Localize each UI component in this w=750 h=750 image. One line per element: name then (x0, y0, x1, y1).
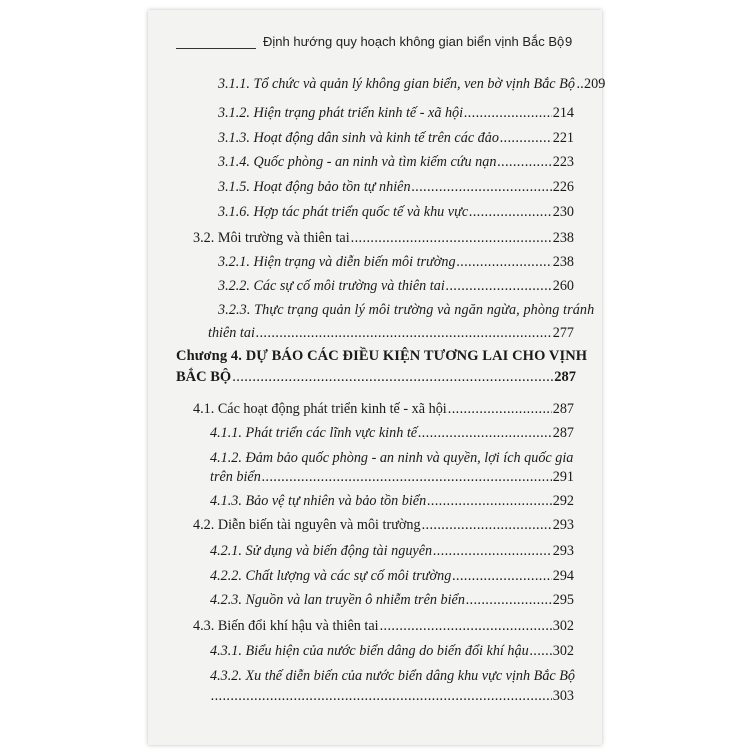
toc-page: 287 (552, 425, 574, 441)
toc-page: 238 (552, 230, 574, 246)
toc-page: 287 (554, 369, 576, 385)
toc-entry-4-1 (193, 401, 574, 418)
toc-label: 3.2. Môi trường và thiên tai (193, 230, 350, 246)
toc-label: 4.2.3. Nguồn và lan truyền ô nhiễm trên biển (210, 592, 465, 608)
toc-entry-4-2-2 (210, 568, 574, 585)
toc-page: 230 (552, 204, 574, 220)
toc-page: 291 (552, 469, 574, 485)
toc-page: 277 (552, 325, 574, 341)
toc-page: 209 (584, 76, 606, 92)
toc-page: 238 (552, 254, 574, 270)
header-rule (176, 48, 256, 49)
toc-entry-3-2-2 (218, 278, 574, 295)
toc-entry-4-3 (193, 618, 574, 635)
toc-label: 3.2.1. Hiện trạng và diễn biến môi trường (218, 254, 456, 270)
toc-entry-3-1-4 (218, 154, 574, 171)
toc-entry-3-1-2 (218, 105, 574, 122)
toc-label-continued: BẮC BỘ (176, 369, 232, 385)
toc-page: 287 (552, 401, 574, 417)
toc-entry-3-2-1 (218, 254, 574, 271)
toc-entry-4-3-2 (210, 668, 574, 705)
toc-entry-4-2-1 (210, 543, 574, 560)
toc-entry-4-2 (193, 517, 574, 534)
toc-page: 302 (552, 618, 574, 634)
toc-label: 3.1.6. Hợp tác phát triển quốc tế và khu vực (218, 204, 469, 220)
toc-label: 4.2.1. Sử dụng và biến động tài nguyên (210, 543, 433, 559)
toc-entry-3-1-1: 3.1.1. Tổ chức và quản lý không gian biển, ven bờ vịnh Bắc Bộ .. 209 (218, 76, 606, 92)
toc-entry-3-1-3 (218, 130, 574, 147)
toc-entry-3-1-6 (218, 204, 574, 221)
toc-page: 223 (552, 154, 574, 170)
toc-label: 3.1.5. Hoạt động bảo tồn tự nhiên (218, 179, 411, 195)
toc-label: 4.3.1. Biểu hiện của nước biển dâng do biến đổi khí hậu (210, 643, 529, 659)
toc-label: 4.1. Các hoạt động phát triển kinh tế - xã hội (193, 401, 447, 417)
toc-entry-4-3-1 (210, 643, 574, 660)
toc-page: 214 (552, 105, 574, 121)
toc-page: 295 (552, 592, 574, 608)
toc-page: 260 (552, 278, 574, 294)
toc-page: 293 (552, 543, 574, 559)
header-page-number: 9 (565, 34, 573, 49)
toc-entry-4-2-3 (210, 592, 574, 609)
toc-label: 4.1.1. Phát triển các lĩnh vực kinh tế (210, 425, 418, 441)
toc-label: 4.2. Diễn biến tài nguyên và môi trường (193, 517, 421, 533)
toc-entry-4-1-3 (210, 493, 574, 510)
toc-label-continued: trên biển (210, 469, 261, 485)
toc-entry-chapter-4 (176, 348, 588, 386)
toc-label: 3.2.2. Các sự cố môi trường và thiên tai (218, 278, 445, 294)
toc-label: 4.1.3. Bảo vệ tự nhiên và bảo tồn biển (210, 493, 427, 509)
header-title: Định hướng quy hoạch không gian biển vịnh Bắc Bộ (263, 34, 565, 49)
toc-entry-4-1-1 (210, 425, 574, 442)
toc-label: 3.1.1. Tổ chức và quản lý không gian biển, ven bờ vịnh Bắc Bộ (218, 76, 575, 92)
toc-label: 3.1.3. Hoạt động dân sinh và kinh tế trên các đảo (218, 130, 499, 146)
toc-entry-3-1-5 (218, 179, 574, 196)
toc-page: 292 (552, 493, 574, 509)
toc-page: 303 (552, 688, 574, 704)
toc-label: 4.1.2. Đảm bảo quốc phòng - an ninh và quyền, lợi ích quốc gia (210, 450, 574, 466)
toc-label-continued: thiên tai (208, 325, 255, 341)
toc-label: 4.3. Biến đổi khí hậu và thiên tai (193, 618, 379, 634)
toc-page: 302 (552, 643, 574, 659)
toc-page: 221 (552, 130, 574, 146)
toc-label: 4.2.2. Chất lượng và các sự cố môi trường (210, 568, 452, 584)
running-header (170, 32, 590, 54)
toc-label: 4.3.2. Xu thế diễn biến của nước biển dâng khu vực vịnh Bắc Bộ (210, 668, 576, 684)
toc-label: 3.1.2. Hiện trạng phát triển kinh tế - xã hội (218, 105, 464, 121)
toc-page: 226 (552, 179, 574, 195)
toc-page: 293 (552, 517, 574, 533)
toc-entry-3-2 (193, 230, 574, 247)
toc-entry-4-1-2 (210, 450, 574, 486)
toc-entry-3-2-3 (208, 302, 595, 342)
toc-label: Chương 4. DỰ BÁO CÁC ĐIỀU KIỆN TƯƠNG LAI CHO VỊNH (176, 348, 588, 364)
toc-page: 294 (552, 568, 574, 584)
toc-label: 3.2.3. Thực trạng quản lý môi trường và ngăn ngừa, phòng tránh (218, 302, 595, 318)
toc-label: 3.1.4. Quốc phòng - an ninh và tìm kiếm cứu nạn (218, 154, 497, 170)
